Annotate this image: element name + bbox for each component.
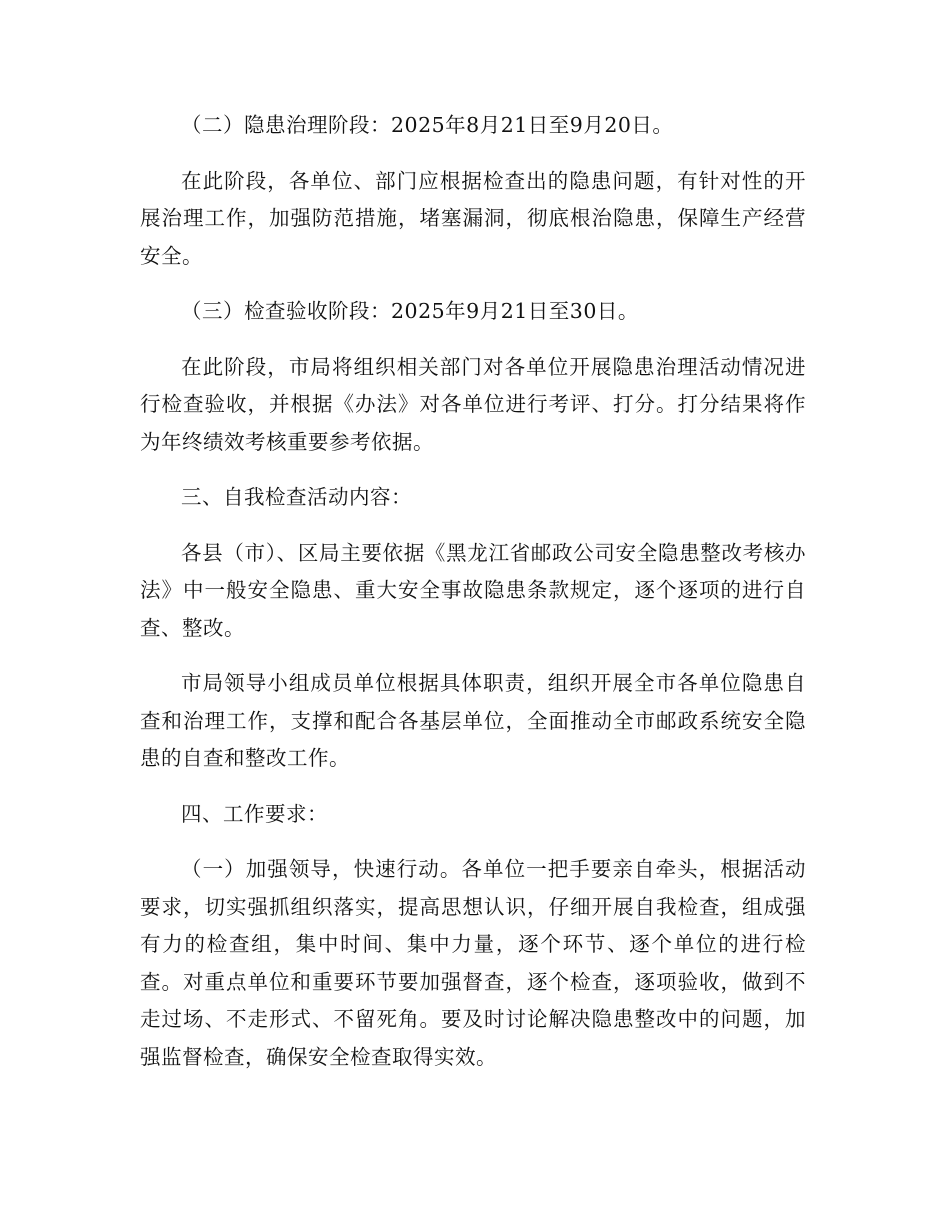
paragraph-stage-two-body: 在此阶段，各单位、部门应根据检查出的隐患问题，有针对性的开展治理工作，加强防范措施，堵塞漏洞，彻底根治隐患，保障生产经营安全。 [140, 168, 806, 268]
section-three-heading: 三、自我检查活动内容： [181, 485, 412, 509]
paragraph-self-check-county: 各县（市）、区局主要依据《黑龙江省邮政公司安全隐患整改考核办法》中一般安全隐患、重大安全事故隐患条款规定，逐个逐项的进行自查、整改。 [140, 540, 806, 640]
paragraph-self-check-leadership: 市局领导小组成员单位根据具体职责，组织开展全市各单位隐患自查和治理工作，支撑和配合各基层单位，全面推动全市邮政系统安全隐患的自查和整改工作。 [140, 671, 806, 770]
document-body [140, 107, 806, 1094]
paragraph-requirement-one: （一）加强领导，快速行动。各单位一把手要亲自牵头，根据活动要求，切实强抓组织落实，提高思想认识，仔细开展自我检查，组成强有力的检查组，集中时间、集中力量，逐个环节、逐个单位的进行检查。对重点单位和重要环节要加强督查，逐个检查，逐项验收，做到不走过场、不走形式、不留死角。要及时讨论解决隐患整改中的问题，加强监督检查，确保安全检查取得实效。 [140, 857, 806, 1069]
section-four-heading: 四、工作要求： [181, 801, 328, 826]
paragraph-stage-three-body: 在此阶段，市局将组织相关部门对各单位开展隐患治理活动情况进行检查验收，并根据《办法》对各单位进行考评、打分。打分结果将作为年终绩效考核重要参考依据。 [140, 354, 806, 454]
paragraph-stage-two-heading: （二）隐患治理阶段：2025年8月21日至9月20日。 [181, 113, 674, 137]
paragraph-stage-three-heading: （三）检查验收阶段：2025年9月21日至30日。 [181, 299, 639, 323]
